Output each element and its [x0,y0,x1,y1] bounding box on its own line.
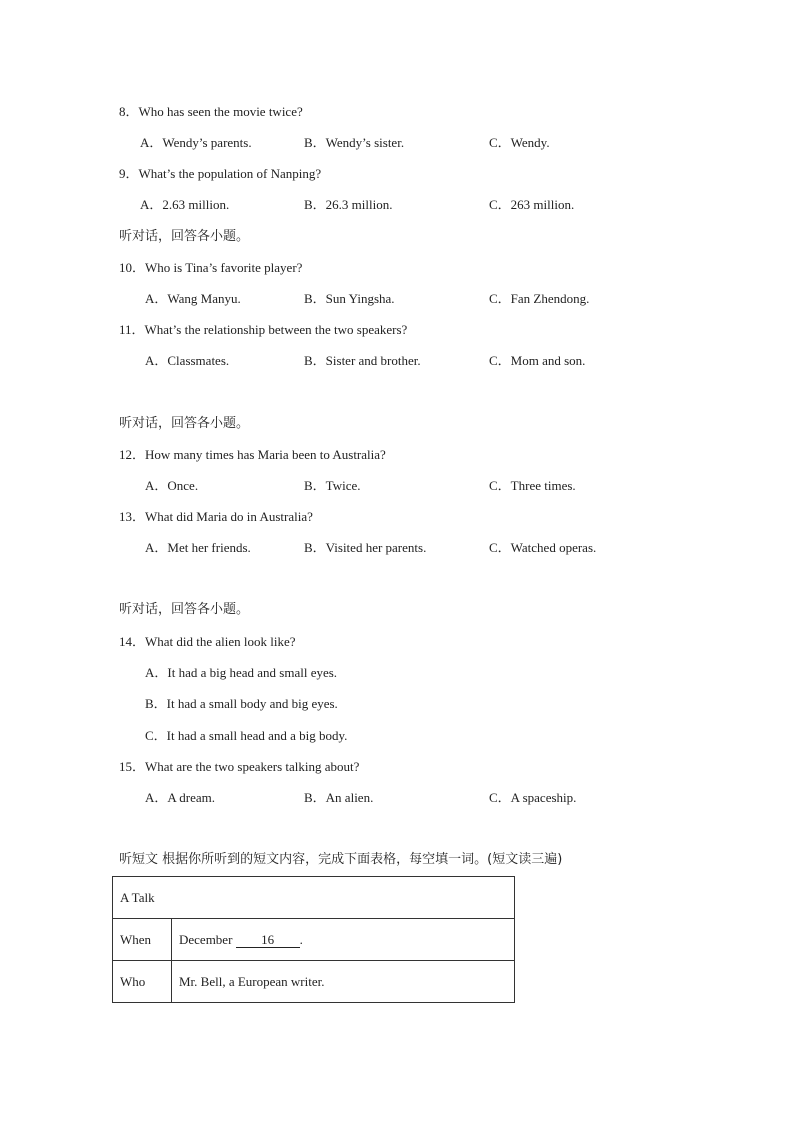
q14-option-b[interactable]: B．It had a small body and big eyes. [145,696,338,711]
question-11: 11．What’s the relationship between the two speakers? [119,322,408,337]
q8-option-c[interactable]: C．Wendy. [489,135,550,150]
q10-option-c[interactable]: C．Fan Zhendong. [489,291,590,306]
question-8: 8．Who has seen the movie twice? [119,104,303,119]
table-row [113,919,515,961]
q12-option-c[interactable]: C．Three times. [489,478,576,493]
table-row [113,877,515,919]
question-13: 13．What did Maria do in Australia? [119,509,313,524]
section-header-4: 听短文 根据你所听到的短文内容，完成下面表格，每空填一词。(短文读三遍) [119,852,563,867]
q11-option-a[interactable]: A．Classmates. [145,353,230,368]
q10-option-b[interactable]: B．Sun Yingsha. [304,291,395,306]
q12-option-b[interactable]: B．Twice. [304,478,361,493]
table-title: A Talk [113,877,515,919]
question-10: 10．Who is Tina’s favorite player? [119,260,303,275]
q9-option-c[interactable]: C．263 million. [489,197,575,212]
row-label-when: When [113,919,172,961]
q11-option-c[interactable]: C．Mom and son. [489,353,586,368]
date-suffix: . [299,931,303,947]
row-label-who: Who [113,961,172,1003]
question-9: 9．What’s the population of Nanping? [119,166,322,181]
q14-option-a[interactable]: A．It had a big head and small eyes. [145,665,338,680]
q9-option-a[interactable]: A．2.63 million. [140,197,230,212]
q8-option-a[interactable]: A．Wendy’s parents. [140,135,252,150]
q13-option-c[interactable]: C．Watched operas. [489,540,597,555]
question-14: 14．What did the alien look like? [119,634,296,649]
q10-option-a[interactable]: A．Wang Manyu. [145,291,241,306]
q14-option-c[interactable]: C．It had a small head and a big body. [145,728,348,743]
row-value-when [172,919,515,961]
row-value-who: Mr. Bell, a European writer. [172,961,515,1003]
q9-option-b[interactable]: B．26.3 million. [304,197,393,212]
question-15: 15．What are the two speakers talking about? [119,759,360,774]
section-header-1: 听对话，回答各小题。 [119,229,250,244]
question-12: 12．How many times has Maria been to Australia? [119,447,386,462]
table-row [113,961,515,1003]
q8-option-b[interactable]: B．Wendy’s sister. [304,135,405,150]
talk-table [112,876,515,1003]
q15-option-b[interactable]: B．An alien. [304,790,374,805]
q13-option-a[interactable]: A．Met her friends. [145,540,251,555]
q15-option-a[interactable]: A．A dream. [145,790,216,805]
q15-option-c[interactable]: C．A spaceship. [489,790,577,805]
section-header-3: 听对话，回答各小题。 [119,602,250,617]
date-prefix: December [179,931,233,947]
q11-option-b[interactable]: B．Sister and brother. [304,353,421,368]
q13-option-b[interactable]: B．Visited her parents. [304,540,427,555]
section-header-2: 听对话，回答各小题。 [119,416,250,431]
q12-option-a[interactable]: A．Once. [145,478,199,493]
answer-blank[interactable]: 16 [236,933,300,948]
